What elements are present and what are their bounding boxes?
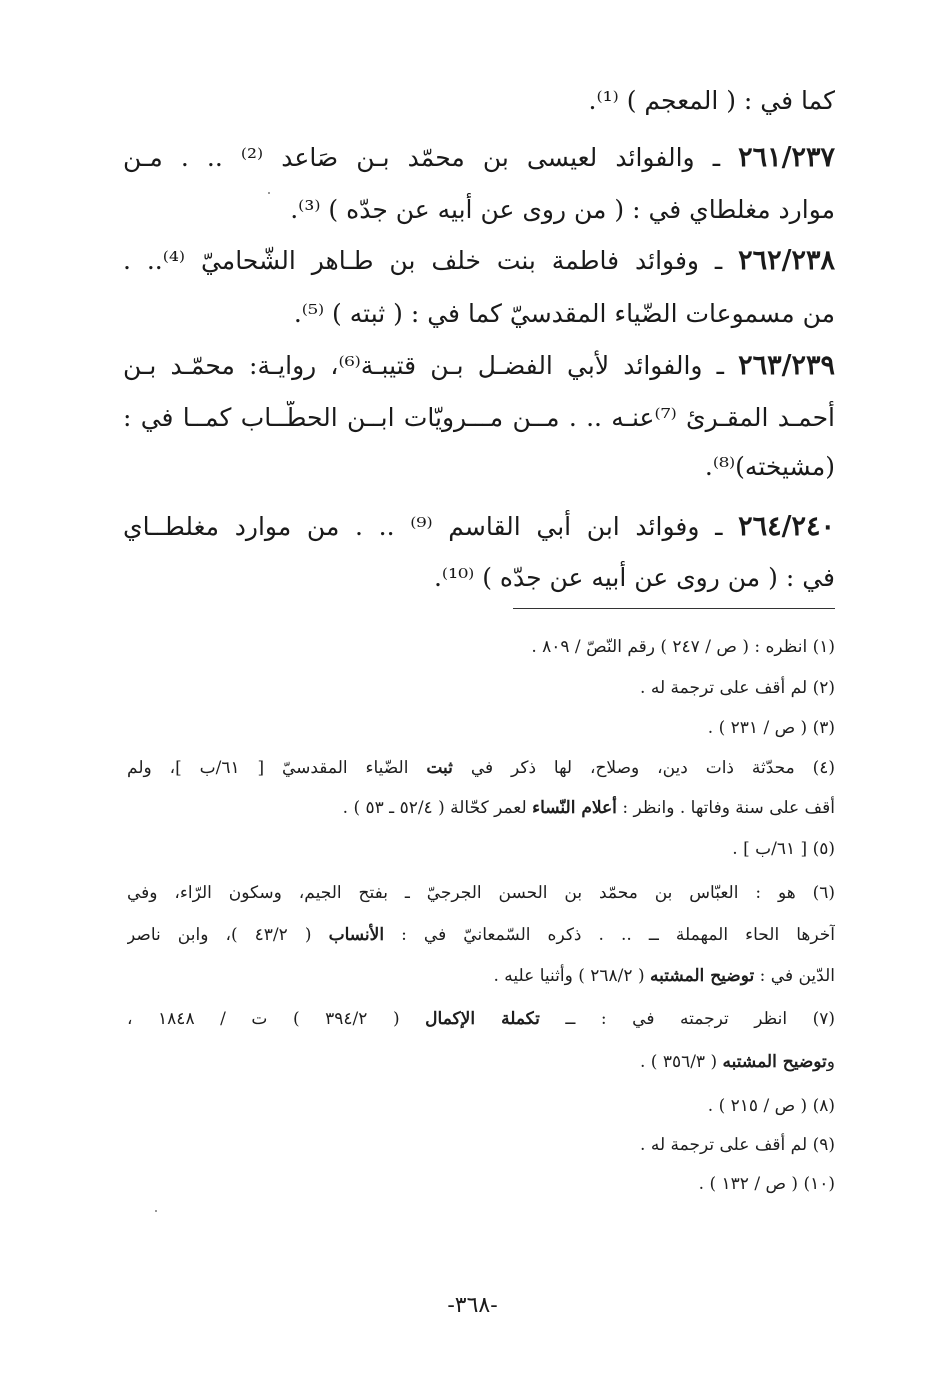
entry-262-line-a [123,244,835,277]
scan-speck [268,192,270,194]
footnote-7-line-2 [127,1049,835,1075]
footnote-3 [135,715,835,741]
footnote-separator [513,608,835,609]
continuation-text: كما في : ( المعجم ) ⁽¹⁾. [588,86,835,115]
footnote-3-text: (٣) ( ص / ٢٣١ ) . [707,718,835,738]
text-line-continuation [123,84,835,117]
entry-263-text-a: ـ والفوائد لأبي الفضـل بـن قتيبـة⁽⁶⁾، روايـة: محمّـد بـن [123,351,724,380]
footnote-4-line-2 [127,795,835,821]
entry-261-line-a [123,141,835,174]
footnote-1 [135,634,835,660]
entry-262-text-b: من مسموعات الضّياء المقدسيّ كما في : ( ثبته ) ⁽⁵⁾. [293,299,835,328]
entry-264-text-b: في : ( من روى عن أبيه عن جدّه ) ⁽¹⁰⁾. [433,563,835,592]
entry-263-line-c [123,450,835,483]
footnote-7-text-c: و [826,1052,835,1072]
footnote-4-bold-title-2: أعلام النّساء [532,798,617,818]
footnote-9-text: (٩) لم أقف على ترجمة له . [640,1135,835,1155]
footnote-4-text-d: لعمر كحّالة ( ٥٢/٤ ـ ٥٣ ) . [342,798,527,818]
footnote-10 [135,1171,835,1197]
footnote-7-line-1 [127,1006,835,1032]
footnote-5 [135,836,835,862]
entry-264-text-a: ـ وفوائد ابن أبي القاسم ⁽⁹⁾ .. . من موارد مغلطــاي [123,512,723,541]
entry-264-line-b [123,561,835,594]
footnote-7-text-a: (٧) انظر ترجمته في : ــ [565,1009,835,1029]
entry-261-line-b [123,193,835,226]
footnote-4-line-1 [127,755,835,781]
footnote-6-line-1 [127,880,835,906]
footnote-2-text: (٢) لم أقف على ترجمة له . [640,678,835,698]
footnote-4-text-c: أقف على سنة وفاتها . وانظر : [622,798,835,818]
footnote-5-text: (٥) [ ٦١/ب ] . [732,839,835,859]
footnote-9 [135,1132,835,1158]
footnote-4-text-a: (٤) محدّثة ذات دين، وصلاح، لها ذكر في [470,758,835,778]
entry-263-number: ٢٦٣/٢٣٩ [738,350,835,381]
scan-speck [155,1210,157,1212]
footnote-6-text-b: آخرها الحاء المهملة ــ .. . ذكره السّمعانيّ في : [401,925,835,945]
entry-264-line-a [123,510,835,543]
footnote-6-line-2 [127,922,835,948]
footnote-7-text-d: ( ٣٥٦/٣ ) . [639,1052,718,1072]
entry-262-number: ٢٦٢/٢٣٨ [738,245,835,276]
footnote-7-bold-title: تكملة الإكمال [425,1009,540,1029]
footnote-10-text: (١٠) ( ص / ١٣٢ ) . [698,1174,835,1194]
footnote-6-text-a: (٦) هو : العبّاس بن محمّد بن الحسن الجرجيّ ـ بفتح الجيم، وسكون الرّاء، وفي [127,883,835,903]
footnote-6-text-d: الدّين في : [759,966,835,986]
footnote-6-text-e: ( ٢٦٨/٢ ) وأثنيا عليه . [493,966,645,986]
footnote-6-bold-title-2: توضيح المشتبه [650,966,755,986]
entry-263-text-b: أحمـد المقـرئ ⁽⁷⁾عنـه .. . مــن مـــرويّات ابــن الحطّــاب كمــا في : [123,403,835,432]
footnote-8-text: (٨) ( ص / ٢١٥ ) . [707,1096,835,1116]
page-number: -٣٦٨- [447,1293,498,1318]
footnote-1-text: (١) انظره : ( ص / ٢٤٧ ) رقم النّصّ / ٨٠٩ . [531,637,835,657]
footnote-7-text-b: ( ٣٩٤/٢ ) ت / ١٨٤٨ ، [127,1009,400,1029]
footnote-6-bold-title: الأنساب [328,925,385,945]
entry-263-line-b [123,401,835,434]
footnote-4-bold-title: ثبت [426,758,453,778]
entry-264-number: ٢٦٤/٢٤٠ [738,511,835,542]
footnote-8 [135,1093,835,1119]
footnote-7-bold-title-2: توضيح المشتبه [722,1052,827,1072]
footnote-4-text-b: الضّياء المقدسيّ [ ٦١/ب ]، ولم [127,758,409,778]
entry-261-number: ٢٦١/٢٣٧ [738,142,835,173]
entry-263-text-c: (مشيخته)⁽⁸⁾. [704,452,835,481]
entry-263-line-a [123,349,835,382]
footnote-2 [135,675,835,701]
footnote-6-text-c: ( ٤٣/٢ )، وابن ناصر [127,925,312,945]
entry-262-line-b [123,297,835,330]
footnote-6-line-3 [127,963,835,989]
entry-261-text-b: موارد مغلطاي في : ( من روى عن أبيه عن جدّه ) ⁽³⁾. [290,195,835,224]
entry-261-text-a: ـ والفوائد لعيسى بن محمّد بـن صَاعد ⁽²⁾ .. . مـن [123,143,721,172]
entry-262-text-a: ـ وفوائد فاطمة بنت خلف بن طـاهر الشّحاميّ ⁽⁴⁾.. . [123,246,723,275]
